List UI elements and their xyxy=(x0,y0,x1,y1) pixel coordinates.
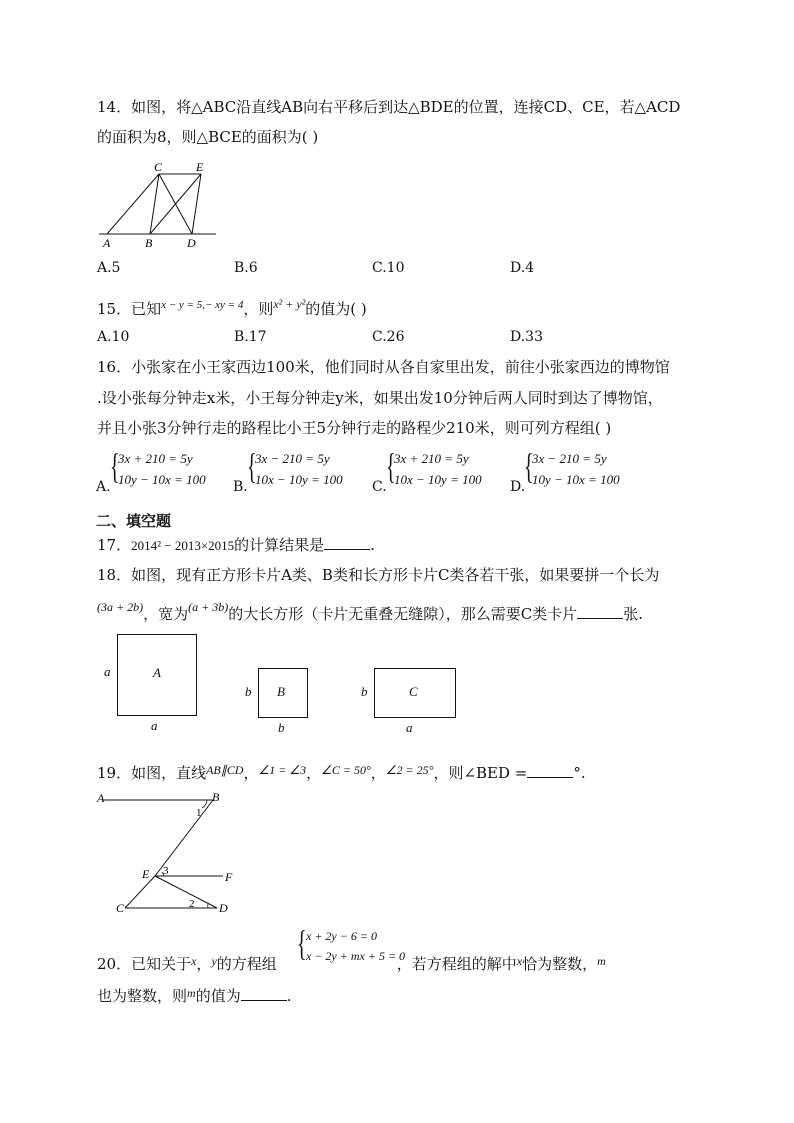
q14-line1: 14．如图，将△ABC沿直线AB向右平移后到达△BDE的位置，连接CD、CE，若△ACD xyxy=(97,98,681,116)
q19-line: 19．如图，直线$^{AB\parallel CD}$，$^{\angle 1 = \angle 3}$，$^{\angle C = 50^\circ}$，$^{\angle 2 = 25^\circ}$，则∠BED = °. xyxy=(97,763,586,782)
q18-line1: 18．如图，现有正方形卡片A类、B类和长方形卡片C类各若干张，如果要拼一个长为 xyxy=(97,566,660,584)
q15-option-c: C.26 xyxy=(372,329,405,345)
q15-option-b: B.17 xyxy=(234,329,267,345)
q19-label-3: 3 xyxy=(163,865,169,877)
card-b-side-label: b xyxy=(245,684,252,699)
q20-eq2: x − 2y + mx + 5 = 0 xyxy=(306,949,406,963)
q19-label-a: A xyxy=(97,791,105,805)
q16-option-c-eq1: 3x + 210 = 5y xyxy=(394,451,469,466)
q17-prefix: 17． xyxy=(97,536,132,554)
q14-label-b: B xyxy=(145,236,153,250)
q16-line2: .设小张每分钟走x米，小王每分钟走y米，如果出发10分钟后两人同时到达了博物馆， xyxy=(97,389,663,407)
q15-expr: x² + y² xyxy=(273,297,306,311)
q14-option-a: A.5 xyxy=(97,260,121,276)
q20-line2-suffix: 的值为 xyxy=(195,987,241,1005)
q17-expr: 2014² − 2013×2015 xyxy=(131,538,235,553)
card-c xyxy=(374,668,456,718)
q19-figure xyxy=(95,788,245,918)
q20-var-m: m xyxy=(597,954,606,968)
q15-prefix: 15．已知 xyxy=(97,300,162,318)
q16-option-a-eq1: 3x + 210 = 5y xyxy=(118,451,193,466)
q18-line2 xyxy=(97,600,643,625)
q19-cond-angles: ∠1 = ∠3 xyxy=(258,763,307,777)
q16-option-c-letter: C. xyxy=(372,479,387,495)
q20-mid: 的方程组 xyxy=(216,955,277,973)
q18-mid1: ，宽为 xyxy=(143,605,189,623)
q19-label-c: C xyxy=(116,901,125,915)
q18-end: 张. xyxy=(623,605,643,623)
q16-option-b-brace: { xyxy=(247,446,257,486)
q20-answer-blank xyxy=(241,986,287,1001)
q15-line xyxy=(97,299,367,321)
q19-cond-angle-c: ∠C = 50° xyxy=(321,763,371,777)
q19-prefix: 19．如图，直线 xyxy=(97,764,207,782)
q16-option-a-letter: A. xyxy=(96,479,111,495)
q19-label-b: B xyxy=(212,790,220,804)
q20-mid2: ，若方程组的解中 xyxy=(396,955,517,973)
section-title: 二、填空题 xyxy=(96,512,172,530)
q14-label-e: E xyxy=(196,160,204,174)
q16-option-b-eq2: 10x − 10y = 100 xyxy=(255,472,343,487)
q16-option-a-brace: { xyxy=(110,446,120,486)
q20-sep: ， xyxy=(196,955,212,973)
q20-end: . xyxy=(286,987,292,1005)
q14-label-a: A xyxy=(103,236,111,250)
q15-condition: x − y = 5,− xy = 4 xyxy=(161,299,244,311)
q15-suffix: 的值为( ) xyxy=(305,300,367,318)
q18-length-expr: (3a + 2b) xyxy=(97,600,144,614)
card-b-name: B xyxy=(277,684,285,699)
card-b xyxy=(258,668,308,718)
q14-label-c: C xyxy=(154,160,163,174)
q14-option-b: B.6 xyxy=(234,260,258,276)
q14-label-d: D xyxy=(187,236,196,250)
q16-option-d-letter: D. xyxy=(510,479,526,495)
q19-cond-parallel: AB∥CD xyxy=(206,763,244,777)
q19-end: °. xyxy=(573,764,586,782)
q17-end: . xyxy=(370,536,375,554)
q19-cond-angle-2: ∠2 = 25° xyxy=(385,763,434,777)
q14-line2: 的面积为8，则△BCE的面积为( ) xyxy=(97,128,319,146)
q16-option-a-system xyxy=(118,448,206,490)
q16-option-b-eq1: 3x − 210 = 5y xyxy=(255,451,330,466)
q20-mid3: 恰为整数， xyxy=(522,955,598,973)
q14-option-d: D.4 xyxy=(510,260,535,276)
q15-middle: ，则 xyxy=(243,300,274,318)
q19-label-f: F xyxy=(225,870,233,884)
q19-label-2: 2 xyxy=(189,898,195,910)
q19-label-d: D xyxy=(219,901,228,915)
card-c-bottom-label: a xyxy=(406,720,413,735)
q15-option-a: A.10 xyxy=(97,329,130,345)
q18-mid2: 的大长方形（卡片无重叠无缝隙），那么需要C类卡片 xyxy=(228,605,578,623)
q14-option-c: C.10 xyxy=(372,260,405,276)
q19-answer-blank xyxy=(527,763,573,778)
q20-var-x2: x xyxy=(516,954,523,968)
q16-option-b-letter: B. xyxy=(233,479,248,495)
q20-eq1: x + 2y − 6 = 0 xyxy=(306,929,377,943)
q16-option-c-eq2: 10x − 10y = 100 xyxy=(394,472,482,487)
card-c-name: C xyxy=(409,684,418,699)
q17-line xyxy=(97,535,375,556)
q16-line3: 并且小张3分钟行走的路程比小王5分钟行走的路程少210米，则可列方程组( ) xyxy=(97,419,612,437)
q19-mid: ，则∠BED = xyxy=(433,764,528,782)
q18-width-expr: (a + 3b) xyxy=(188,600,229,614)
card-a-name: A xyxy=(153,665,161,680)
q16-option-c-brace: { xyxy=(386,446,396,486)
card-a xyxy=(117,634,197,716)
q14-figure xyxy=(95,158,225,250)
q20-line2-prefix: 也为整数，则 xyxy=(97,987,188,1005)
q17-suffix: 的计算结果是 xyxy=(234,536,325,554)
q20-var-m2: m xyxy=(187,986,196,1000)
q20-line2 xyxy=(97,986,291,1007)
q17-answer-blank xyxy=(324,535,370,550)
q20-brace: { xyxy=(297,923,307,963)
q16-option-d-system xyxy=(532,448,620,490)
q16-option-d-brace: { xyxy=(524,446,534,486)
card-a-side-label: a xyxy=(104,664,111,679)
q18-answer-blank xyxy=(577,604,623,619)
card-a-bottom-label: a xyxy=(151,718,158,733)
q19-label-1: 1 xyxy=(196,807,202,819)
q20-prefix: 20．已知关于 xyxy=(97,955,192,973)
card-c-side-label: b xyxy=(361,684,368,699)
q20-var-y: y xyxy=(211,954,217,968)
q16-option-a-eq2: 10y − 10x = 100 xyxy=(118,472,206,487)
q16-option-b-system xyxy=(255,448,343,490)
q19-label-e: E xyxy=(142,867,150,881)
q16-option-d-eq1: 3x − 210 = 5y xyxy=(532,451,607,466)
q15-option-d: D.33 xyxy=(510,329,543,345)
q20-var-x: x xyxy=(191,954,197,968)
q16-line1: 16．小张家在小王家西边100米，他们同时从各自家里出发，前往小张家西边的博物馆 xyxy=(97,358,670,376)
card-b-bottom-label: b xyxy=(278,720,285,735)
q16-option-c-system xyxy=(394,448,482,490)
q20-system xyxy=(306,926,405,966)
q16-option-d-eq2: 10y − 10x = 100 xyxy=(532,472,620,487)
